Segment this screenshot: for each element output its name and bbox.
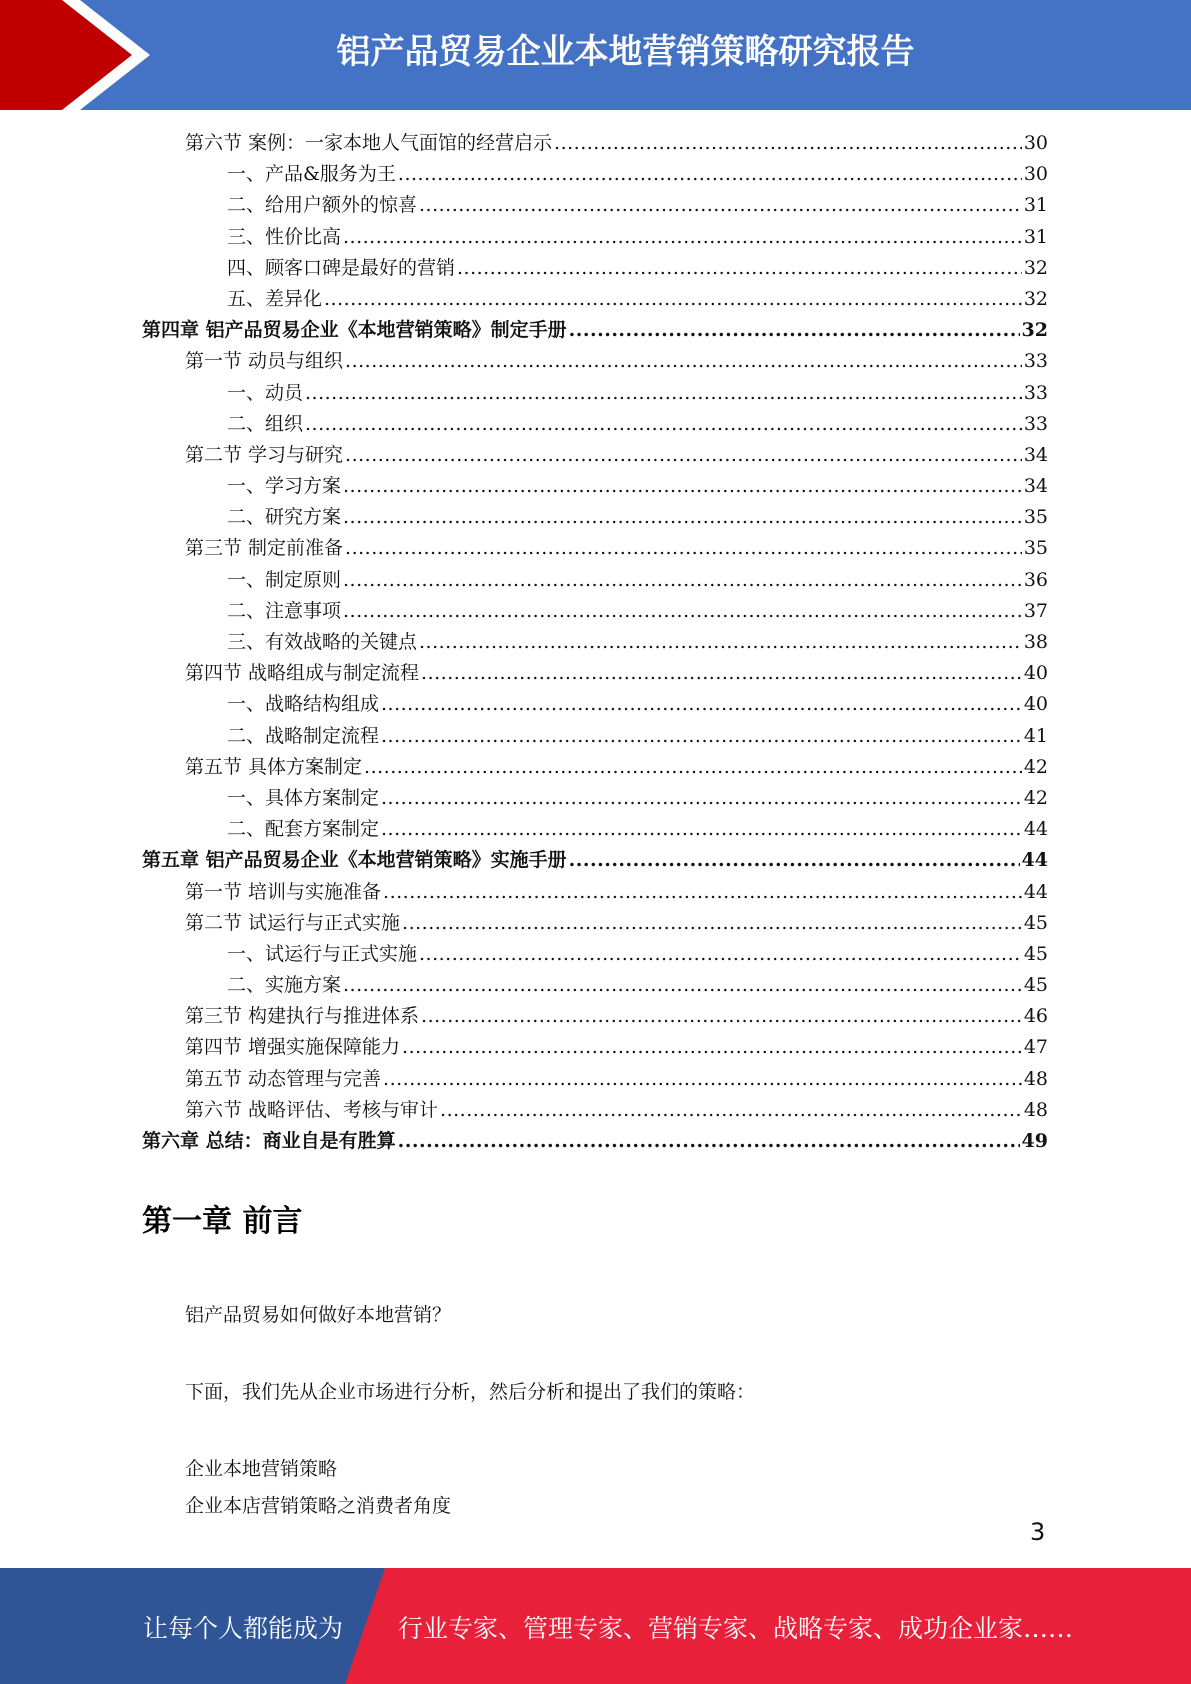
toc-dot-leader: [343, 222, 1022, 253]
toc-entry[interactable]: [142, 1032, 1048, 1063]
toc-entry-title: 一、学习方案: [227, 475, 342, 498]
toc-entry[interactable]: [142, 658, 1048, 689]
toc-entry-page: 32: [1021, 319, 1048, 342]
toc-entry-page: 31: [1023, 225, 1048, 248]
footer-slogan-left: 让每个人都能成为: [143, 1614, 344, 1643]
toc-entry-title: 三、有效战略的关键点: [227, 631, 418, 653]
toc-entry-title: 第六章 总结：商业自是有胜算: [142, 1130, 396, 1152]
toc-entry[interactable]: [142, 783, 1048, 814]
page-header: [0, 0, 1191, 110]
toc-dot-leader: [324, 284, 1022, 315]
paragraph-question: 铝产品贸易如何做好本地营销？: [185, 1304, 452, 1326]
toc-dot-leader: [343, 471, 1022, 502]
toc-entry-title: 一、动员: [227, 381, 304, 404]
toc-dot-leader: [383, 1064, 1022, 1095]
toc-entry[interactable]: [142, 440, 1048, 471]
toc-entry[interactable]: [142, 1001, 1048, 1032]
toc-entry-page: 35: [1023, 506, 1048, 529]
toc-entry[interactable]: [142, 128, 1048, 159]
toc-entry[interactable]: [142, 1095, 1048, 1126]
toc-dot-leader: [398, 1126, 1020, 1157]
toc-entry-title: 二、配套方案制定: [227, 818, 380, 841]
toc-entry-page: 42: [1023, 786, 1048, 809]
toc-entry-title: 第四节 战略组成与制定流程: [185, 662, 420, 685]
toc-entry-page: 35: [1023, 537, 1048, 560]
toc-entry[interactable]: [142, 939, 1048, 970]
toc-entry-page: 33: [1023, 350, 1048, 373]
footer-slogan-right: 行业专家、管理专家、营销专家、战略专家、成功企业家……: [398, 1614, 1074, 1643]
toc-dot-leader: [569, 315, 1020, 346]
toc-entry-title: 二、实施方案: [227, 974, 342, 997]
toc-entry-title: 二、注意事项: [227, 599, 342, 622]
toc-entry[interactable]: [142, 284, 1048, 315]
toc-entry[interactable]: [142, 190, 1048, 221]
toc-entry-title: 一、产品&服务为王: [227, 163, 396, 186]
toc-dot-leader: [402, 908, 1022, 939]
toc-entry[interactable]: [142, 471, 1048, 502]
toc-entry-page: 34: [1023, 443, 1048, 466]
toc-entry-page: 44: [1023, 818, 1048, 841]
toc-dot-leader: [305, 409, 1022, 440]
toc-entry-title: 三、性价比高: [227, 225, 342, 248]
page-footer: [0, 1568, 1191, 1684]
toc-entry[interactable]: [142, 378, 1048, 409]
toc-entry[interactable]: [142, 689, 1048, 720]
toc-dot-leader: [343, 596, 1022, 627]
toc-dot-leader: [305, 378, 1022, 409]
header-arrow-icon: [0, 0, 150, 110]
toc-entry-title: 第五节 具体方案制定: [185, 755, 363, 778]
table-of-contents: [142, 128, 1048, 1157]
toc-dot-leader: [421, 1001, 1022, 1032]
toc-dot-leader: [343, 970, 1022, 1001]
toc-entry-page: 42: [1023, 755, 1048, 778]
toc-entry-title: 一、具体方案制定: [227, 786, 380, 809]
toc-entry[interactable]: [142, 222, 1048, 253]
toc-entry-title: 二、组织: [227, 412, 304, 435]
toc-entry[interactable]: [142, 814, 1048, 845]
toc-dot-leader: [343, 565, 1022, 596]
toc-entry[interactable]: [142, 877, 1048, 908]
toc-entry-page: 33: [1023, 412, 1048, 435]
toc-dot-leader: [419, 627, 1022, 658]
toc-entry[interactable]: [142, 159, 1048, 190]
toc-entry-title: 第二节 试运行与正式实施: [185, 911, 401, 934]
page-number: 3: [1030, 1518, 1046, 1546]
toc-entry[interactable]: [142, 970, 1048, 1001]
toc-entry-page: 34: [1023, 475, 1048, 498]
toc-entry[interactable]: [142, 752, 1048, 783]
toc-entry-page: 48: [1023, 1067, 1048, 1090]
toc-entry-page: 33: [1023, 381, 1048, 404]
toc-dot-leader: [421, 658, 1022, 689]
toc-entry[interactable]: [142, 596, 1048, 627]
toc-dot-leader: [554, 128, 1022, 159]
toc-entry-page: 30: [1023, 163, 1048, 186]
toc-dot-leader: [457, 253, 1022, 284]
toc-entry-page: 46: [1023, 1005, 1048, 1028]
toc-dot-leader: [383, 877, 1022, 908]
toc-entry-page: 36: [1023, 568, 1048, 591]
toc-entry-page: 40: [1023, 662, 1048, 685]
toc-entry-page: 40: [1023, 693, 1048, 716]
toc-entry-title: 一、试运行与正式实施: [227, 942, 418, 965]
toc-entry-title: 第四节 增强实施保障能力: [185, 1036, 401, 1059]
toc-entry-title: 第六节 战略评估、考核与审计: [185, 1098, 439, 1121]
toc-entry-page: 45: [1023, 974, 1048, 997]
toc-entry-title: 第二节 学习与研究: [185, 443, 344, 466]
toc-entry[interactable]: [142, 533, 1048, 564]
toc-entry-page: 30: [1023, 132, 1048, 154]
toc-entry-page: 44: [1023, 880, 1048, 903]
toc-entry-title: 第五节 动态管理与完善: [185, 1067, 382, 1090]
toc-dot-leader: [345, 533, 1022, 564]
toc-entry-title: 一、制定原则: [227, 568, 342, 591]
toc-entry-title: 二、研究方案: [227, 506, 342, 529]
toc-entry[interactable]: [142, 1126, 1048, 1157]
toc-entry-title: 第四章 铝产品贸易企业《本地营销策略》制定手册: [142, 319, 567, 342]
toc-entry[interactable]: [142, 409, 1048, 440]
toc-entry[interactable]: [142, 315, 1048, 346]
paragraph-item-local: 企业本地营销策略: [185, 1458, 338, 1480]
toc-entry-title: 二、战略制定流程: [227, 724, 380, 747]
toc-entry[interactable]: [142, 908, 1048, 939]
toc-entry-title: 四、顾客口碑是最好的营销: [227, 256, 456, 279]
chapter-title: 第一章 前言: [142, 1204, 303, 1239]
toc-entry[interactable]: [142, 502, 1048, 533]
toc-entry-page: 31: [1023, 194, 1048, 217]
toc-entry-title: 第一节 培训与实施准备: [185, 880, 382, 903]
toc-dot-leader: [419, 190, 1022, 221]
toc-entry[interactable]: [142, 845, 1048, 876]
toc-dot-leader: [569, 845, 1020, 876]
toc-entry-title: 五、差异化: [227, 287, 323, 310]
toc-entry-title: 一、战略结构组成: [227, 693, 380, 716]
paragraph-item-consumer: 企业本店营销策略之消费者角度: [185, 1495, 452, 1517]
toc-dot-leader: [398, 159, 1022, 190]
paragraph-intro: 下面，我们先从企业市场进行分析，然后分析和提出了我们的策略：: [185, 1381, 756, 1403]
toc-entry[interactable]: [142, 346, 1048, 377]
toc-entry-title: 二、给用户额外的惊喜: [227, 194, 418, 217]
toc-entry-page: 45: [1023, 911, 1048, 934]
toc-entry-page: 44: [1021, 849, 1048, 872]
toc-entry-title: 第三节 制定前准备: [185, 537, 344, 560]
toc-dot-leader: [440, 1095, 1022, 1126]
toc-entry[interactable]: [142, 1064, 1048, 1095]
toc-dot-leader: [345, 346, 1022, 377]
toc-dot-leader: [381, 689, 1022, 720]
toc-entry-page: 47: [1023, 1036, 1048, 1059]
toc-dot-leader: [345, 440, 1022, 471]
toc-entry-page: 49: [1021, 1130, 1048, 1152]
toc-entry-page: 48: [1023, 1098, 1048, 1121]
toc-entry-page: 45: [1023, 942, 1048, 965]
toc-entry-title: 第五章 铝产品贸易企业《本地营销策略》实施手册: [142, 849, 567, 872]
toc-entry-page: 38: [1023, 631, 1048, 653]
toc-dot-leader: [343, 502, 1022, 533]
toc-entry-page: 37: [1023, 599, 1048, 622]
toc-entry-page: 32: [1023, 287, 1048, 310]
toc-dot-leader: [381, 783, 1022, 814]
toc-entry-title: 第一节 动员与组织: [185, 350, 344, 373]
toc-dot-leader: [381, 814, 1022, 845]
toc-entry-page: 41: [1023, 724, 1048, 747]
header-title: 铝产品贸易企业本地营销策略研究报告: [336, 32, 915, 72]
toc-entry-title: 第六节 案例：一家本地人气面馆的经营启示: [185, 132, 553, 154]
toc-entry[interactable]: [142, 565, 1048, 596]
toc-entry-page: 32: [1023, 256, 1048, 279]
toc-entry[interactable]: [142, 253, 1048, 284]
toc-dot-leader: [419, 939, 1022, 970]
toc-dot-leader: [381, 721, 1022, 752]
toc-dot-leader: [402, 1032, 1022, 1063]
toc-dot-leader: [364, 752, 1022, 783]
toc-entry-title: 第三节 构建执行与推进体系: [185, 1005, 420, 1028]
toc-entry[interactable]: [142, 627, 1048, 658]
toc-entry[interactable]: [142, 721, 1048, 752]
